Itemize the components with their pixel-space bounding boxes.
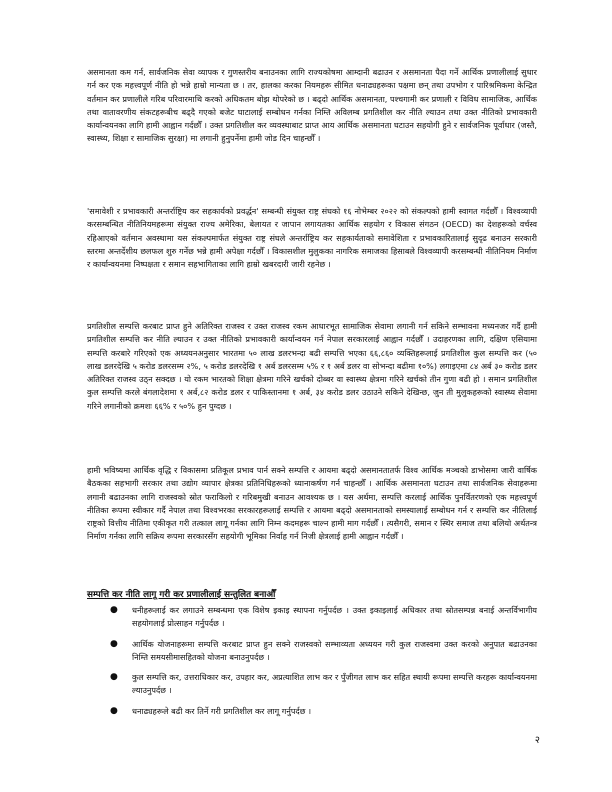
- bullet-icon: ●: [110, 705, 118, 716]
- bullet-icon: ●: [110, 605, 118, 615]
- list-item: [110, 671, 537, 698]
- list-item-text: धनीहरूलाई कर लगाउने सम्बन्धमा एक विशेष इकाइ स्थापना गर्नुपर्दछ । उक्त इकाइलाई अधिकार तथा स्रोतसम्पन्न बनाई अन्तर्विभागीय सहयोगलाई प्रोत्साहन गर्नुपर्दछ ।: [132, 605, 537, 629]
- list-item-text: धनाढ्यहरूले बढी कर तिर्ने गरी प्रगतिशील कर लागू गर्नुपर्दछ ।: [132, 705, 312, 716]
- page-number: २: [534, 735, 540, 746]
- list-item: [110, 604, 537, 631]
- paragraph-wealth-tax-revenue: प्रगतिशील सम्पत्ति करबाट प्राप्त हुने अतिरिक्त राजस्व र उक्त राजस्व रकम आधारभूत सामाजिक सेवामा लगानी गर्न सकिने सम्भावना मध्यनजर गर्दै हामी प्रगतिशील सम्पत्ति कर नीति ल्याउन र उक्त नीतिको प्रभावकारी कार्यान्वयन गर्न नेपाल सरकारलाई आह्वान गर्दछौँ । उदाहरणका लागि, दक्षिण एसियामा सम्पत्ति करबारे गरिएको एक अध्ययनअनुसार भारतमा ५० लाख डलरभन्दा बढी सम्पत्ति भएका ६६,८६० व्यक्तिहरूलाई प्रगतिशील कुल सम्पत्ति कर (५० लाख डलरदेखि ५ करोड डलरसम्म २%, ५ करोड डलरदेखि १ अर्ब डलरसम्म ५% र १ अर्ब डलर वा सोभन्दा बढीमा १०%) लगाइएमा ८४ अर्ब ३० करोड डलर अतिरिक्त राजस्व उठ्न सक्दछ । यो रकम भारतको शिक्षा क्षेत्रमा गरिने खर्चको दोब्बर वा स्वास्थ्य क्षेत्रमा गरिने खर्चको तीन गुणा बढी हो । समान प्रगतिशील कुल सम्पत्ति करले बंगलादेशमा १ अर्ब,८२ करोड डलर र पाकिस्तानमा १ अर्ब, ३४ करोड डलर उठाउने सकिने देखिन्छ, जुन ती मुलुकहरूको स्वास्थ्य सेवामा गरिने लगानीको क्रमशः ६६% र ५०% हुन पुग्दछ ।: [87, 321, 537, 411]
- list-item-text: कुल सम्पत्ति कर, उत्तराधिकार कर, उपहार कर, अप्रत्याशित लाभ कर र पुँजीगत लाभ कर सहित स्थायी रूपमा सम्पत्ति करहरू कार्यान्वयनमा ल्याउनुपर्दछ ।: [132, 672, 537, 696]
- bullet-icon: ●: [110, 638, 118, 649]
- paragraph-tax-inequality: असमानता कम गर्न, सार्वजनिक सेवा व्यापक र गुणस्तरीय बनाउनका लागि राज्यकोषमा आम्दानी बढाउन र असमानता पैदा गर्ने आर्थिक प्रणालीलाई सुधार गर्न कर एक महत्त्वपूर्ण नीति हो भन्ने हाम्रो मान्यता छ । तर, हालका करका नियमहरू सीमित धनाढ्यहरूका पक्षमा छन् तथा उपभोग र पारिश्रमिकमा केन्द्रित वर्तमान कर प्रणालीले गरिब परिवारमाथि करको अधिकतम बोझ थोपरेको छ । बढ्दो आर्थिक असमानता, पश्चगामी कर प्रणाली र विविध सामाजिक, आर्थिक तथा वातावरणीय संकटहरूबीच बढ्दै गएको बजेट घाटालाई सम्बोधन गर्नका निम्ति अविलम्ब प्रगतिशील कर नीति ल्याउन तथा उक्त नीतिको प्रभावकारी कार्यान्वयनका लागि हामी आह्वान गर्दछौँ । उक्त प्रगतिशील कर व्यवस्थाबाट प्राप्त आय आर्थिक असमानता घटाउन सहयोगी हुने र सार्वजनिक पूर्वाधार (जस्तै, स्वास्थ्य, शिक्षा र सामाजिक सुरक्षा) मा लगानी हुनुपर्नेमा हामी जोड दिन चाहन्छौँ ।: [87, 67, 537, 144]
- list-item-text: आर्थिक योजनाहरूमा सम्पत्ति करबाट प्राप्त हुन सक्ने राजस्वको सम्भाव्यता अध्ययन गरी कुल राजस्वमा उक्त करको अनुपात बढाउनका निम्ति समयसीमासहितको योजना बनाउनुपर्दछ ।: [132, 638, 537, 662]
- section-heading: सम्पत्ति कर नीति लागू गरी कर प्रणालीलाई सन्तुलित बनाऔँ: [87, 590, 276, 600]
- demands-list: [110, 604, 537, 725]
- list-item: [110, 705, 537, 718]
- list-item: [110, 638, 537, 665]
- bullet-icon: ●: [110, 672, 118, 683]
- paragraph-un-resolution: 'समावेशी र प्रभावकारी अन्तर्राष्ट्रिय कर सहकार्यको प्रवर्द्धन' सम्बन्धी संयुक्त राष्ट्र संघको १६ नोभेम्बर २०२२ को संकल्पको हामी स्वागत गर्दछौँ । विश्वव्यापी करसम्बन्धित नीतिनियमहरूमा संयुक्त राज्य अमेरिका, बेलायत र जापान लगायतका आर्थिक सहयोग र विकास संगठन (OECD) का देशहरूको वर्चस्व रहिआएको वर्तमान अवस्थामा यस संकल्पमार्फत संयुक्त राष्ट्र संघले अन्तर्राष्ट्रिय कर सहकार्यताको समावेशिता र प्रभावकारितालाई सुदृढ बनाउन सरकारी स्तरमा अन्तर्देशीय छलफल शुरु गर्नेछ भन्ने हामी अपेक्षा गर्दछौँ । विकासशील मुलुकका नागरिक समाजका हिसाबले विश्वव्यापी करसम्बन्धी नीतिनियम निर्माण र कार्यान्वयनमा निष्पक्षता र समान सहभागिताका लागि हाम्रो खबरदारी जारी रहनेछ ।: [87, 206, 537, 270]
- paragraph-davos-appeal: हामी भविष्यमा आर्थिक वृद्धि र विकासमा प्रतिकूल प्रभाव पार्न सक्ने सम्पत्ति र आयमा बढ्दो असमानतातर्फ विश्व आर्थिक मञ्चको डाभोसमा जारी वार्षिक बैठकका सहभागी सरकार तथा उद्योग व्यापार क्षेत्रका प्रतिनिधिहरूको ध्यानाकर्षण गर्न चाहन्छौँ । आर्थिक असमानता घटाउन तथा सार्वजनिक सेवाहरूमा लगानी बढाउनका लागि राजस्वको स्रोत फराकिलो र गरिबमुखी बनाउन आवश्यक छ । यस अर्थमा, सम्पत्ति करलाई आर्थिक पुनर्वितरणको एक महत्त्वपूर्ण नीतिका रूपमा स्वीकार गर्दै नेपाल तथा विश्वभरका सरकारहरूलाई सम्पत्ति र आयमा बढ्दो असमानताको समस्यालाई सम्बोधन गर्न र सम्पत्ति कर नीतिलाई राष्ट्रको वित्तीय नीतिमा एकीकृत गरी तत्काल लागू गर्नका लागि निम्न कदमहरू चाल्न हामी माग गर्दछौँ । त्यसैगरी, समान र स्थिर समाज तथा बलियो अर्थतन्त्र निर्माण गर्नका लागि सक्रिय रूपमा सरकारसँग सहयोगी भूमिका निर्वाह गर्न निजी क्षेत्रलाई हामी आह्वान गर्दछौँ ।: [87, 465, 537, 542]
